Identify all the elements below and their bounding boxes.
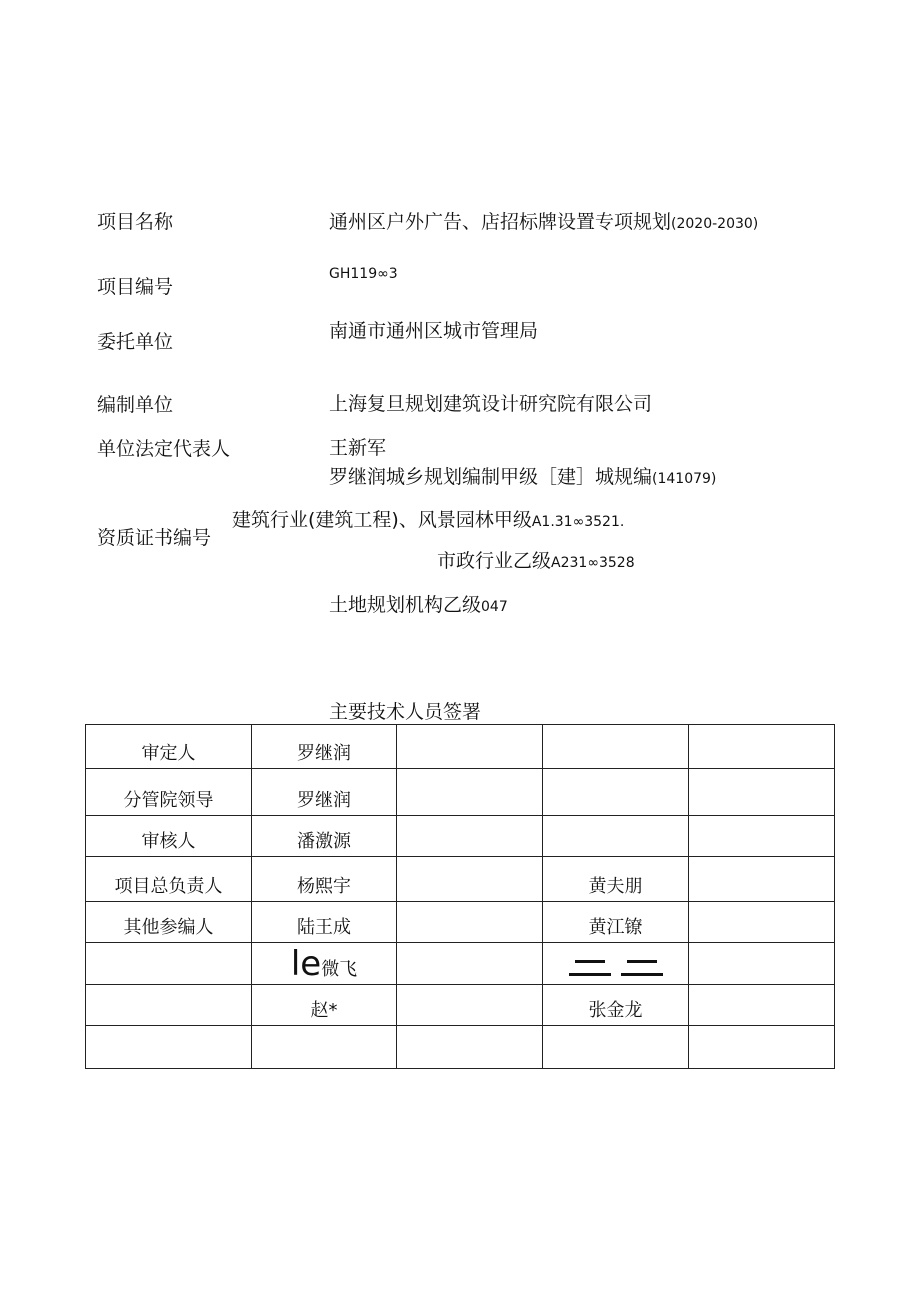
project-years: (2020-2030) [671, 216, 759, 232]
cert-line-2: 建筑行业(建筑工程)、风景园林甲级A1.31∞3521. [232, 509, 625, 531]
table-cell: 项目总负责人 [86, 857, 252, 902]
signature-name: 微飞 [321, 959, 358, 980]
legal-rep-label: 单位法定代表人 [97, 438, 231, 460]
table-cell: 张金龙 [543, 985, 689, 1026]
table-cell [689, 902, 835, 943]
table-cell: 陆王成 [252, 902, 397, 943]
project-name-value: 通州区户外广告、店招标牌设置专项规划(2020-2030) [329, 211, 759, 233]
table-cell [397, 769, 543, 816]
table-row [86, 985, 835, 1026]
cert-line-1: 罗继润城乡规划编制甲级［建］城规编(141079) [329, 466, 717, 488]
table-row [86, 1026, 835, 1069]
table-cell [543, 1026, 689, 1069]
project-number-label: 项目编号 [97, 276, 174, 298]
table-cell: 审定人 [86, 725, 252, 769]
table-cell [689, 1026, 835, 1069]
client-value: 南通市通州区城市管理局 [329, 320, 539, 342]
compiler-value: 上海复旦规划建筑设计研究院有限公司 [329, 393, 653, 415]
signature-table-title: 主要技术人员签署 [329, 701, 482, 723]
legal-rep-value: 王新军 [329, 437, 387, 459]
table-cell [86, 943, 252, 985]
table-cell [689, 816, 835, 857]
table-cell [689, 943, 835, 985]
table-cell [689, 857, 835, 902]
table-cell: 审核人 [86, 816, 252, 857]
table-cell [397, 943, 543, 985]
table-cell [397, 902, 543, 943]
table-cell: 分管院领导 [86, 769, 252, 816]
table-row [86, 857, 835, 902]
table-cell [397, 725, 543, 769]
project-number-value: GH119∞3 [329, 266, 398, 282]
signature-le-weifei [252, 943, 397, 985]
table-cell [543, 816, 689, 857]
handwritten-stroke [621, 958, 663, 976]
table-row [86, 769, 835, 816]
table-row [86, 902, 835, 943]
cert-line-4: 土地规划机构乙级047 [329, 594, 508, 616]
client-label: 委托单位 [97, 331, 174, 353]
table-cell: 黄夫朋 [543, 857, 689, 902]
table-cell [543, 725, 689, 769]
table-cell [397, 857, 543, 902]
signature-table [85, 724, 835, 1069]
table-cell [689, 985, 835, 1026]
table-cell: 黄江镣 [543, 902, 689, 943]
table-cell [689, 769, 835, 816]
project-name-label: 项目名称 [97, 211, 174, 233]
signature-mark: le [290, 944, 322, 984]
table-row [86, 816, 835, 857]
table-cell [397, 816, 543, 857]
table-cell: 赵* [252, 985, 397, 1026]
table-cell [397, 1026, 543, 1069]
table-cell [252, 1026, 397, 1069]
handwritten-stroke [569, 958, 611, 976]
table-row [86, 725, 835, 769]
table-cell: 罗继润 [252, 769, 397, 816]
table-cell: 杨熙宇 [252, 857, 397, 902]
table-row [86, 943, 835, 985]
table-cell [689, 725, 835, 769]
table-cell [543, 769, 689, 816]
cert-label: 资质证书编号 [97, 527, 212, 549]
signature-stroke-mark [543, 943, 689, 985]
table-cell [86, 1026, 252, 1069]
compiler-label: 编制单位 [97, 394, 174, 416]
table-cell: 罗继润 [252, 725, 397, 769]
table-cell: 其他参编人 [86, 902, 252, 943]
table-cell [86, 985, 252, 1026]
table-cell [397, 985, 543, 1026]
table-cell: 潘激源 [252, 816, 397, 857]
cert-line-3: 市政行业乙级A231∞3528 [437, 550, 635, 572]
